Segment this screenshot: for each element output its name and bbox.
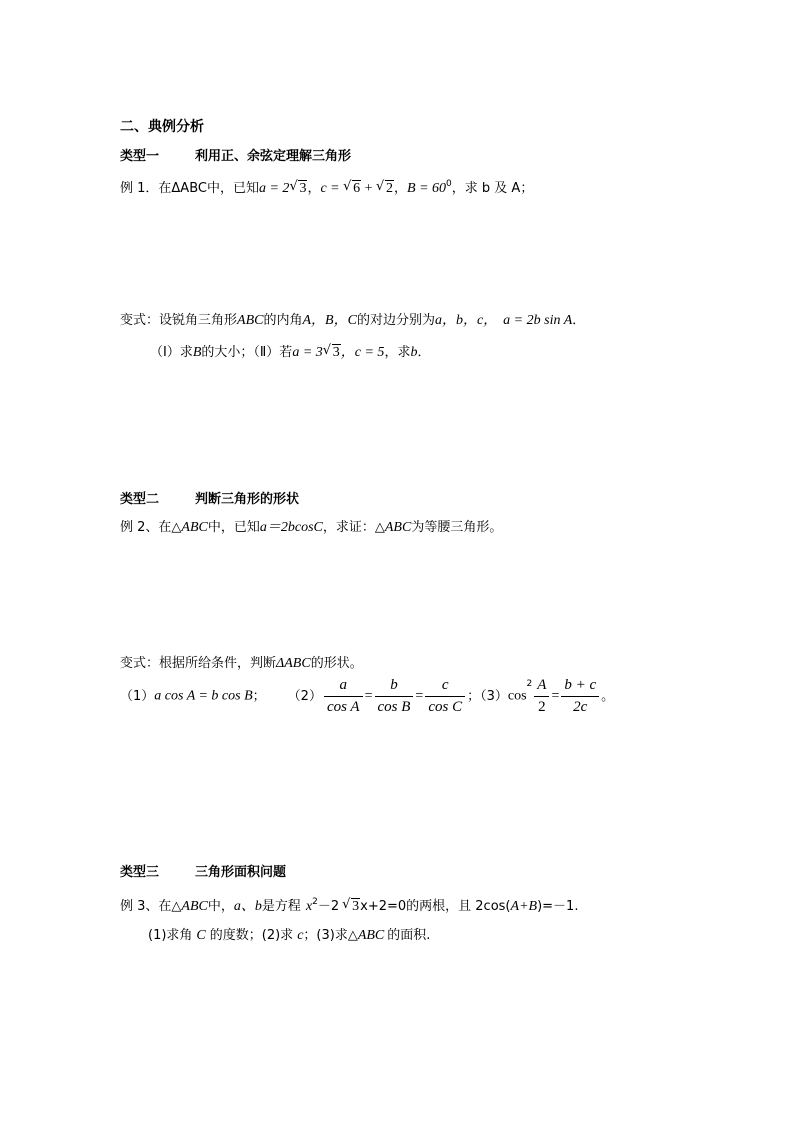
variant-1-line-2: （Ⅰ）求B的大小；（Ⅱ）若a = 3 √ 3，c = 5，求b． [150,343,431,360]
sqrt-2: √ 2 [376,179,394,196]
example-1-c-expr: c = [320,181,344,196]
variant-1-equation: a = 2b sin A [503,313,573,328]
example-3-questions: (1)求角 C 的度数；(2)求 c；(3)求△ABC 的面积. [148,928,431,943]
example-1-a-expr: a = 2 [258,181,290,196]
type3-label: 类型三 [120,865,160,880]
example-1-triangle: ΔABC [171,181,207,196]
sqrt-3: √ 3 [289,179,307,196]
type2-title: 判断三角形的形状 [195,492,300,507]
variant-2-line-2: （1）a cos A = b cos B； （2） $\frac{a}{\text{cos A}}$ = $\frac{b}{\text{cos B}}$ = $\frac{c}{\text{cos C}}$ ；$(3)\cos^2$ $\frac{A}{2}$ = $\frac{b + c}{2c}$ 。 [120,677,615,715]
fraction-c-cosC: $\frac{c}{\text{cos C}}$ [425,678,465,715]
fraction-A-2: $\frac{A}{2}$ [534,678,549,715]
type1-title: 利用正、余弦定理解三角形 [195,149,352,164]
fraction-a-cosA: $\frac{a}{\text{cos A}}$ [324,678,363,715]
type2-heading [120,493,299,506]
sqrt-6: √ 6 [343,179,361,196]
example-1: 例 1．在ΔABC中，已知a = 2 √ 3，c = √ 6 + √ 2，$B = 60^0$，求 b 及 A； [120,179,534,196]
example-1-prefix: 例 1．在 [120,181,172,196]
fraction-b-cosB: $\frac{b}{\text{cos B}}$ [375,678,414,715]
fraction-bc-2c: $\frac{b + c}{2c}$ [561,678,599,715]
section-title: 二、典例分析 [120,119,204,135]
type3-title: 三角形面积问题 [195,865,287,880]
variant-2-cond-1: a cos A = b cos B [154,688,253,704]
sqrt-3c: √ 3 [342,897,360,914]
variant-2-line-1: 变式：根据所给条件，判断ΔABC的形状。 [120,656,363,671]
type1-label: 类型一 [120,149,160,164]
example-1-B-expr: B = 60 [407,181,447,196]
example-3: 例 3、在△ABC中，a、b是方程 $x^2-2$ √ 3x+2=0的两根，且 2cos(A+B)=－1. [120,897,579,914]
sqrt-3b: √ 3 [322,343,340,360]
example-2-equation: a＝2bcosC [259,520,323,535]
type3-heading [120,866,286,879]
example-1-tail: ，求 b 及 A； [451,181,534,196]
example-2: 例 2、在△ABC中，已知a＝2bcosC，求证：△ABC为等腰三角形。 [120,520,503,535]
variant-1-line-1: 变式：设锐角三角形ABC的内角A，B，C的对边分别为a，b，c， a = 2b sin A． [120,313,586,328]
type1-heading [120,150,351,163]
type2-label: 类型二 [120,492,160,507]
example-1-mid: 中，已知 [206,181,259,196]
